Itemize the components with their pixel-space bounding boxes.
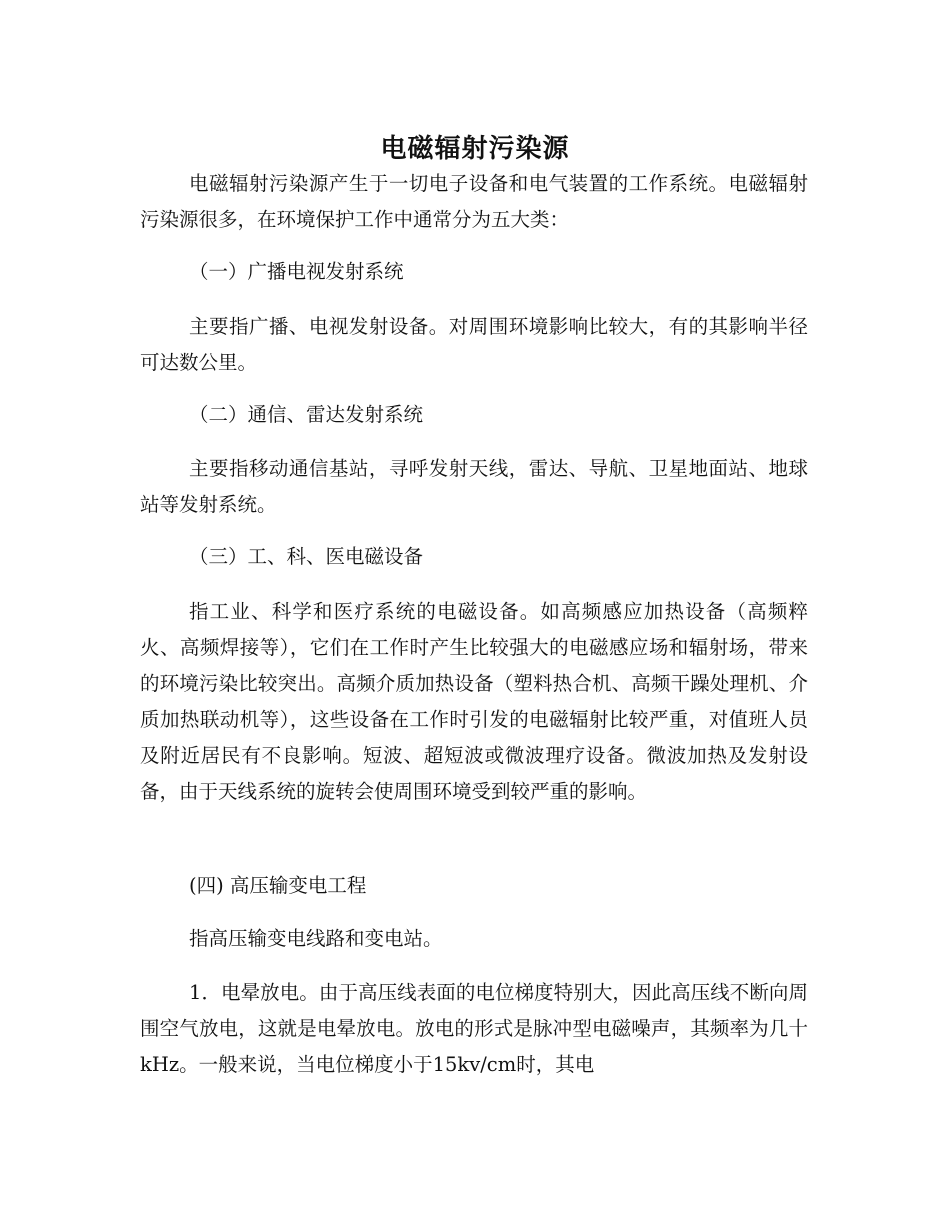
section-item-corona-discharge: 1．电晕放电。由于高压线表面的电位梯度特别大，因此高压线不断向周围空气放电，这就是电晕放电。放电的形式是脉冲型电磁噪声，其频率为几十kHz。一般来说，当电位梯度小于15kv/cm时，其电 bbox=[140, 981, 808, 1076]
section-body-communication: 主要指移动通信基站，寻呼发射天线，雷达、导航、卫星地面站、地球站等发射系统。 bbox=[140, 457, 808, 516]
intro-paragraph: 电磁辐射污染源产生于一切电子设备和电气装置的工作系统。电磁辐射污染源很多，在环境保护工作中通常分为五大类： bbox=[140, 172, 808, 231]
section-body-broadcast: 主要指广播、电视发射设备。对周围环境影响比较大，有的其影响半径可达数公里。 bbox=[140, 315, 808, 374]
section-body-industrial-medical: 指工业、科学和医疗系统的电磁设备。如高频感应加热设备（高频粹火、高频焊接等），它们在工作时产生比较强大的电磁感应场和辐射场，带来的环境污染比较突出。高频介质加热设备（塑料热合机、高频干躁处理机、介质加热联动机等），这些设备在工作时引发的电磁辐射比较严重，对值班人员及附近居民有不良影响。短波、超短波或微波理疗设备。微波加热及发射设备，由于天线系统的旋转会使周围环境受到较严重的影响。 bbox=[140, 600, 808, 803]
section-heading-broadcast: （一）广播电视发射系统 bbox=[189, 260, 404, 283]
section-heading-high-voltage: (四) 高压输变电工程 bbox=[189, 874, 367, 897]
section-heading-industrial-medical: （三）工、科、医电磁设备 bbox=[189, 545, 424, 568]
section-body-high-voltage: 指高压输变电线路和变电站。 bbox=[189, 927, 443, 950]
section-heading-communication: （二）通信、雷达发射系统 bbox=[189, 403, 424, 426]
document-title: 电磁辐射污染源 bbox=[380, 134, 570, 165]
